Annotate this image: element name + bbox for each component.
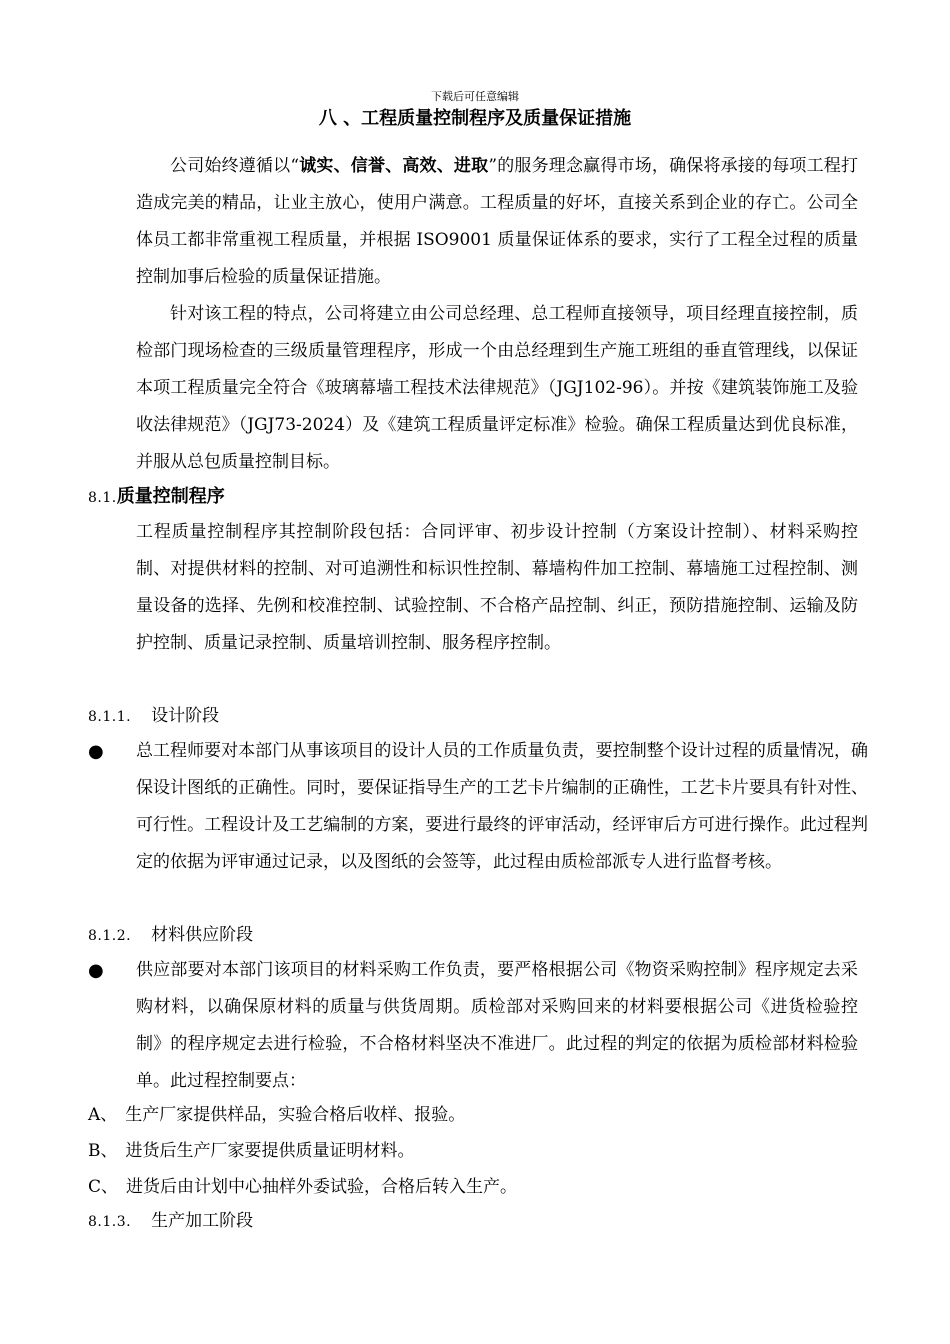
section-8-1-1-heading xyxy=(88,701,219,732)
list-item xyxy=(88,1136,415,1166)
section-title: 设计阶段 xyxy=(151,706,220,726)
section-8-1-1-body: 总工程师要对本部门从事该项目的设计人员的工作质量负责，要控制整个设计过程的质量情况，确保设计图纸的正确性。同时，要保证指导生产的工艺卡片编制的正确性，工艺卡片要具有针对性、可行性。工程设计及工艺编制的方案，要进行最终的评审活动，经评审后方可进行操作。此过程判定的依据为评审通过记录，以及图纸的会签等，此过程由质检部派专人进行监督考核。 xyxy=(136,741,868,872)
section-number: 8.1.1. xyxy=(88,709,132,725)
bullet-icon: ● xyxy=(88,960,104,981)
list-item-text: 进货后由计划中心抽样外委试验，合格后转入生产。 xyxy=(126,1177,518,1197)
section-number: 8.1.3. xyxy=(88,1214,132,1230)
intro-p1-after: ”的服务理念赢得市场，确保将承接的每项工程打造成完美的精品，让业主放心，使用户满意。工程质量的好坏，直接关系到企业的存亡。公司全体员工都非常重视工程质量，并根据 ISO9001 质量保证体系的要求，实行了工程全过程的质量控制加事后检验的质量保证措施。 xyxy=(136,156,858,287)
intro-paragraph-2: 针对该工程的特点，公司将建立由公司总经理、总工程师直接领导，项目经理直接控制，质检部门现场检查的三级质量管理程序，形成一个由总经理到生产施工班组的垂直管理线，以保证本项工程质量完全符合《玻璃幕墙工程技术法律规范》（JGJ102-96）。并按《建筑装饰施工及验收法律规范》（JGJ73-2024）及《建筑工程质量评定标准》检验。确保工程质量达到优良标准，并服从总包质量控制目标。 xyxy=(136,304,858,472)
intro-paragraph-1 xyxy=(136,148,858,296)
list-item xyxy=(88,1100,465,1130)
list-item-label: C、 xyxy=(88,1177,119,1197)
bullet-icon: ● xyxy=(88,741,104,762)
list-item-label: A、 xyxy=(88,1105,118,1125)
list-item xyxy=(88,1172,517,1202)
section-8-1-2-heading xyxy=(88,920,253,951)
list-item-text: 进货后生产厂家要提供质量证明材料。 xyxy=(125,1141,415,1161)
header-note: 下载后可任意编辑 xyxy=(431,90,519,103)
list-item-label: B、 xyxy=(88,1141,118,1161)
intro-p1-before: 公司始终遵循以“ xyxy=(170,156,300,176)
section-8-1-3-heading xyxy=(88,1206,253,1237)
section-number: 8.1.2. xyxy=(88,928,132,944)
section-title: 质量控制程序 xyxy=(116,486,225,507)
section-title: 材料供应阶段 xyxy=(151,925,254,945)
list-item-text: 生产厂家提供样品，实验合格后收样、报验。 xyxy=(125,1105,466,1125)
page-title: 八 、工程质量控制程序及质量保证措施 xyxy=(318,108,632,129)
section-8-1-heading xyxy=(88,482,225,513)
section-title: 生产加工阶段 xyxy=(151,1211,254,1231)
service-motto: 诚实、信誉、高效、进取 xyxy=(299,156,489,176)
section-8-1-2-body: 供应部要对本部门该项目的材料采购工作负责，要严格根据公司《物资采购控制》程序规定去采购材料，以确保原材料的质量与供货周期。质检部对采购回来的材料要根据公司《进货检验控制》的程序规定去进行检验，不合格材料坚决不准进厂。此过程的判定的依据为质检部材料检验单。此过程控制要点： xyxy=(136,960,858,1091)
section-8-1-body: 工程质量控制程序其控制阶段包括：合同评审、初步设计控制（方案设计控制）、材料采购控制、对提供材料的控制、对可追溯性和标识性控制、幕墙构件加工控制、幕墙施工过程控制、测量设备的选择、先例和校准控制、试验控制、不合格产品控制、纠正，预防措施控制、运输及防护控制、质量记录控制、质量培训控制、服务程序控制。 xyxy=(136,522,858,653)
section-number: 8.1. xyxy=(88,490,117,506)
